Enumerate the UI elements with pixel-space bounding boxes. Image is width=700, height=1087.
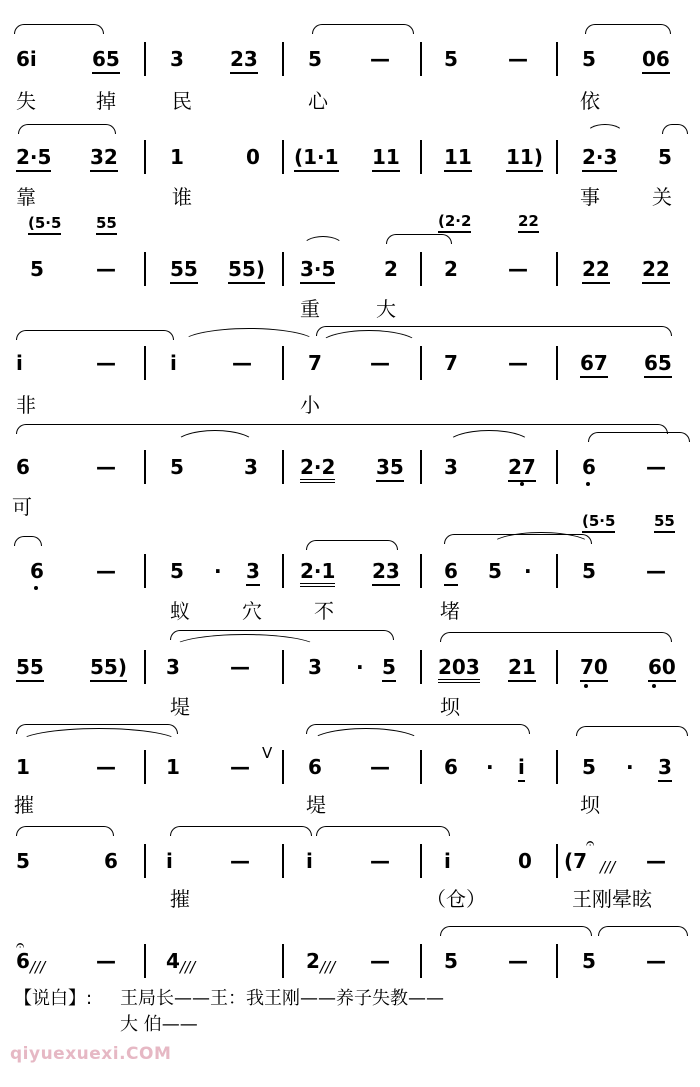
barline bbox=[420, 844, 422, 878]
note: 5 bbox=[582, 47, 596, 71]
octave-dot bbox=[586, 482, 590, 486]
barline bbox=[420, 42, 422, 76]
dash: — bbox=[646, 949, 666, 973]
note: 2·3 bbox=[582, 146, 617, 168]
lyric: 堵 bbox=[440, 599, 460, 623]
note: 0 bbox=[518, 849, 532, 873]
barline bbox=[556, 944, 558, 978]
slur bbox=[490, 532, 592, 560]
note: 11 bbox=[444, 146, 472, 168]
note: 0 bbox=[246, 145, 260, 169]
note: 3 bbox=[246, 560, 260, 582]
lyric: 摧 bbox=[170, 887, 190, 911]
octave-dot bbox=[520, 482, 524, 486]
note: 203 bbox=[438, 656, 480, 678]
barline bbox=[556, 554, 558, 588]
barline bbox=[420, 944, 422, 978]
barline bbox=[144, 346, 146, 380]
lyric: 穴 bbox=[242, 599, 262, 623]
dash: — bbox=[96, 257, 116, 281]
dash: — bbox=[508, 351, 528, 375]
slur bbox=[16, 330, 174, 340]
barline bbox=[556, 252, 558, 286]
note: 55 bbox=[16, 656, 44, 678]
slur bbox=[662, 124, 688, 134]
slur bbox=[312, 24, 414, 34]
lyric: 谁 bbox=[172, 185, 192, 209]
lyric: 可 bbox=[12, 495, 32, 519]
note: 23 bbox=[230, 48, 258, 70]
note: 3 bbox=[308, 655, 322, 679]
lyric: 民 bbox=[172, 89, 192, 113]
note: 65 bbox=[644, 352, 672, 374]
barline bbox=[144, 554, 146, 588]
lyric: 关 bbox=[652, 185, 672, 209]
note: 32 bbox=[90, 146, 118, 168]
slur bbox=[170, 826, 312, 836]
note: 27 bbox=[508, 456, 536, 478]
note: 06 bbox=[642, 48, 670, 70]
dash: — bbox=[370, 755, 390, 779]
slur bbox=[16, 826, 114, 836]
lyric: 蚁 bbox=[170, 599, 190, 623]
barline bbox=[556, 346, 558, 380]
barline bbox=[144, 42, 146, 76]
barline bbox=[556, 450, 558, 484]
slur bbox=[14, 536, 42, 546]
note: (2·2 bbox=[438, 210, 471, 232]
lyric: 坝 bbox=[440, 695, 460, 719]
note: 7 bbox=[444, 351, 458, 375]
slur bbox=[440, 926, 592, 936]
dash: — bbox=[370, 849, 390, 873]
note: 5 bbox=[658, 145, 672, 169]
lyric: 靠 bbox=[16, 185, 36, 209]
lyric: 重 bbox=[300, 297, 320, 321]
note: 5 bbox=[582, 949, 596, 973]
dash: — bbox=[646, 849, 666, 873]
note: 2·5 bbox=[16, 146, 51, 168]
lyric: 王刚晕眩 bbox=[572, 887, 652, 911]
barline bbox=[420, 650, 422, 684]
note: · bbox=[486, 755, 494, 779]
dialogue-label: 【说白】: bbox=[14, 988, 93, 1009]
note: 2 bbox=[384, 257, 398, 281]
slur bbox=[585, 24, 671, 34]
note: 3·5 bbox=[300, 258, 335, 280]
note: · bbox=[524, 559, 532, 583]
note: i bbox=[170, 351, 177, 375]
note: 2 bbox=[306, 949, 320, 973]
note: (5·5 bbox=[582, 510, 615, 532]
note: i bbox=[166, 849, 173, 873]
note: 22 bbox=[518, 210, 539, 232]
tremolo-icon: /// bbox=[30, 958, 46, 976]
note: 5 bbox=[444, 47, 458, 71]
note: 6 bbox=[104, 849, 118, 873]
barline bbox=[282, 650, 284, 684]
slur bbox=[440, 632, 672, 642]
fermata-icon: 𝄐 bbox=[16, 936, 25, 954]
note: (7 bbox=[564, 849, 588, 873]
barline bbox=[282, 844, 284, 878]
barline bbox=[282, 944, 284, 978]
note: 55 bbox=[96, 212, 117, 234]
note: 3 bbox=[170, 47, 184, 71]
note: (5·5 bbox=[28, 212, 61, 234]
slur bbox=[18, 124, 116, 134]
dash: — bbox=[508, 949, 528, 973]
lyric: 心 bbox=[308, 89, 328, 113]
slur bbox=[316, 826, 450, 836]
dialogue-line-2: 大 伯—— bbox=[120, 1014, 198, 1035]
lyric: 堤 bbox=[306, 793, 326, 817]
note: 5 bbox=[170, 455, 184, 479]
octave-dot bbox=[584, 684, 588, 688]
slur bbox=[16, 424, 668, 434]
slur bbox=[386, 234, 452, 244]
barline bbox=[420, 554, 422, 588]
dialogue-line-1: 王局长——王：我王刚——养子失教—— bbox=[120, 988, 444, 1009]
slur bbox=[310, 728, 422, 758]
note: 65 bbox=[92, 48, 120, 70]
barline bbox=[420, 140, 422, 174]
slur bbox=[598, 926, 688, 936]
note: 2 bbox=[444, 257, 458, 281]
note: · bbox=[356, 655, 364, 679]
barline bbox=[144, 650, 146, 684]
note: 55 bbox=[170, 258, 198, 280]
note: 5 bbox=[582, 755, 596, 779]
lyric: 依 bbox=[580, 89, 600, 113]
barline bbox=[556, 42, 558, 76]
barline bbox=[282, 554, 284, 588]
dash: — bbox=[646, 559, 666, 583]
barline bbox=[556, 140, 558, 174]
slur bbox=[14, 24, 104, 34]
note: 6 bbox=[16, 949, 30, 973]
barline bbox=[282, 252, 284, 286]
note: 3 bbox=[244, 455, 258, 479]
note: · bbox=[626, 755, 634, 779]
note: 5 bbox=[170, 559, 184, 583]
lyric: （仓） bbox=[426, 887, 486, 911]
barline bbox=[420, 450, 422, 484]
note: 5 bbox=[488, 559, 502, 583]
barline bbox=[556, 650, 558, 684]
watermark-logo: qiyuexuexi.COM bbox=[10, 1044, 172, 1064]
slur bbox=[576, 726, 688, 736]
note: 22 bbox=[642, 258, 670, 280]
note: 3 bbox=[658, 756, 672, 778]
octave-dot bbox=[34, 586, 38, 590]
lyric: 事 bbox=[580, 185, 600, 209]
dash: — bbox=[370, 949, 390, 973]
note: 11) bbox=[506, 146, 543, 168]
lyric: 非 bbox=[16, 393, 36, 417]
slur bbox=[18, 728, 180, 758]
note: 2·2 bbox=[300, 456, 335, 478]
note: 1 bbox=[16, 755, 30, 779]
note: 6 bbox=[444, 755, 458, 779]
barline bbox=[144, 450, 146, 484]
note: 3 bbox=[166, 655, 180, 679]
fermata-icon: 𝄐 bbox=[586, 834, 595, 852]
note: 11 bbox=[372, 146, 400, 168]
tremolo-icon: /// bbox=[180, 958, 196, 976]
barline bbox=[282, 42, 284, 76]
note: 55) bbox=[228, 258, 265, 280]
slur bbox=[318, 330, 420, 362]
dash: — bbox=[370, 47, 390, 71]
note: 5 bbox=[382, 656, 396, 678]
note: 5 bbox=[582, 559, 596, 583]
note: 1 bbox=[166, 755, 180, 779]
barline bbox=[420, 346, 422, 380]
note: 5 bbox=[444, 949, 458, 973]
barline bbox=[282, 140, 284, 174]
note: i bbox=[518, 756, 525, 778]
dash: — bbox=[370, 351, 390, 375]
barline bbox=[144, 944, 146, 978]
note: 6 bbox=[16, 455, 30, 479]
lyric: 掉 bbox=[96, 89, 116, 113]
note: i bbox=[16, 351, 23, 375]
barline bbox=[420, 252, 422, 286]
note: 6i bbox=[16, 47, 37, 71]
note: 6 bbox=[582, 455, 596, 479]
slur bbox=[302, 236, 344, 258]
note: 3 bbox=[444, 455, 458, 479]
note: 70 bbox=[580, 656, 608, 678]
note: 5 bbox=[308, 47, 322, 71]
note: 5 bbox=[16, 849, 30, 873]
lyric: 大 bbox=[376, 297, 396, 321]
dash: — bbox=[96, 755, 116, 779]
note: i bbox=[444, 849, 451, 873]
note: 55 bbox=[654, 510, 675, 532]
breath-mark: V bbox=[262, 744, 273, 762]
note: (1·1 bbox=[294, 146, 339, 168]
note: 7 bbox=[308, 351, 322, 375]
barline bbox=[282, 346, 284, 380]
lyric: 堤 bbox=[170, 695, 190, 719]
dash: — bbox=[508, 257, 528, 281]
dash: — bbox=[230, 849, 250, 873]
slur bbox=[588, 432, 690, 442]
note: 67 bbox=[580, 352, 608, 374]
lyric: 不 bbox=[314, 599, 334, 623]
dash: — bbox=[230, 655, 250, 679]
dash: — bbox=[96, 455, 116, 479]
note: 6 bbox=[30, 559, 44, 583]
barline bbox=[420, 750, 422, 784]
lyric: 小 bbox=[300, 393, 320, 417]
dash: — bbox=[230, 755, 250, 779]
barline bbox=[144, 750, 146, 784]
lyric: 失 bbox=[16, 89, 36, 113]
note: 21 bbox=[508, 656, 536, 678]
dash: — bbox=[96, 559, 116, 583]
dash: — bbox=[646, 455, 666, 479]
dash: — bbox=[232, 351, 252, 375]
note: 2·1 bbox=[300, 560, 335, 582]
note: 4 bbox=[166, 949, 180, 973]
note: · bbox=[214, 559, 222, 583]
tremolo-icon: /// bbox=[320, 958, 336, 976]
note: 23 bbox=[372, 560, 400, 582]
octave-dot bbox=[652, 684, 656, 688]
lyric: 摧 bbox=[14, 793, 34, 817]
dash: — bbox=[96, 351, 116, 375]
barline bbox=[144, 252, 146, 286]
lyric: 坝 bbox=[580, 793, 600, 817]
slur bbox=[306, 540, 398, 550]
barline bbox=[282, 750, 284, 784]
note: 55) bbox=[90, 656, 127, 678]
dash: — bbox=[508, 47, 528, 71]
note: 6 bbox=[444, 560, 458, 582]
barline bbox=[282, 450, 284, 484]
note: i bbox=[306, 849, 313, 873]
slur bbox=[586, 124, 624, 144]
barline bbox=[556, 750, 558, 784]
note: 6 bbox=[308, 755, 322, 779]
tremolo-icon: /// bbox=[600, 858, 616, 876]
dash: — bbox=[96, 949, 116, 973]
barline bbox=[556, 844, 558, 878]
barline bbox=[144, 844, 146, 878]
note: 22 bbox=[582, 258, 610, 280]
note: 35 bbox=[376, 456, 404, 478]
barline bbox=[144, 140, 146, 174]
note: 60 bbox=[648, 656, 676, 678]
note: 1 bbox=[170, 145, 184, 169]
note: 5 bbox=[30, 257, 44, 281]
